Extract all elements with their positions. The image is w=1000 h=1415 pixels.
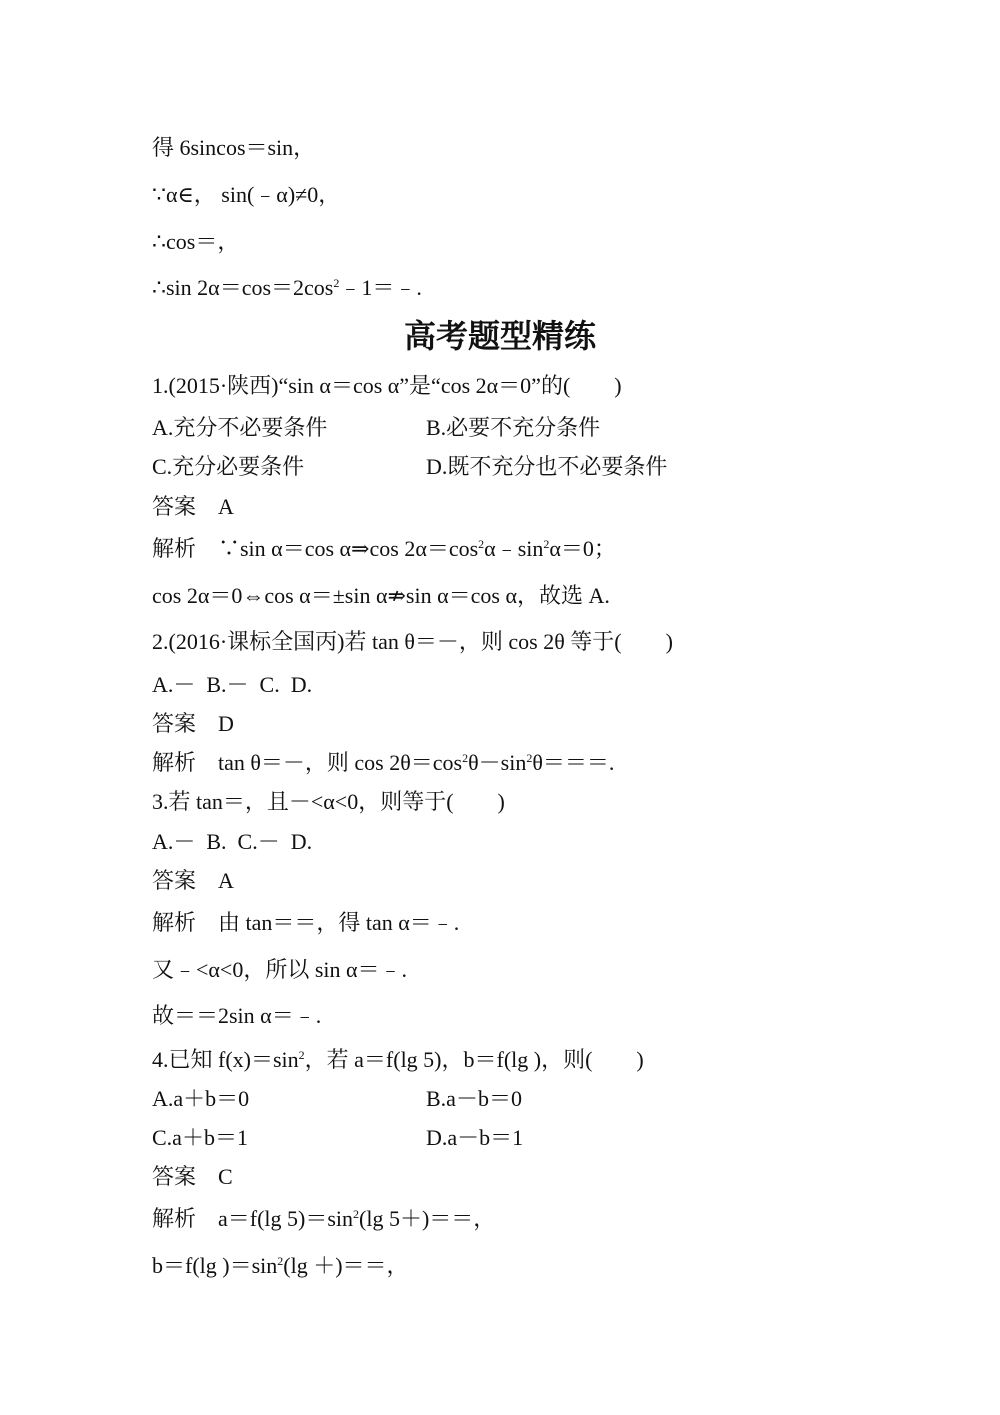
q2-stem: 2.(2016·课标全国丙)若 tan θ＝－，则 cos 2θ 等于( ) <box>152 629 673 654</box>
q4-stem-sup: 2 <box>298 1048 305 1062</box>
q4-option-b: B.a－b＝0 <box>426 1086 522 1111</box>
q1-analysis-sup2: 2 <box>543 537 550 551</box>
q2-answer: 答案 D <box>152 711 234 736</box>
q2-analysis-b: θ－sin <box>468 750 527 775</box>
q4-option-c: C.a＋b＝1 <box>152 1125 248 1150</box>
q4-stem <box>152 1046 644 1074</box>
q2-analysis-sup1: 2 <box>462 751 469 765</box>
intro-line-4-b: ﹣1＝﹣. <box>339 275 422 300</box>
intro-line-2: ∵α∈， sin(﹣α)≠0， <box>152 182 341 207</box>
q1-analysis-b: α﹣sin <box>484 536 544 561</box>
intro-line-4-sup: 2 <box>333 276 340 290</box>
intro-line-4-a: ∴sin 2α＝cos＝2cos <box>152 275 334 300</box>
q3-analysis-line-1: 解析 由 tan＝＝，得 tan α＝﹣. <box>152 910 460 935</box>
q4-analysis-1sup: 2 <box>353 1207 360 1221</box>
q4-stem-a: 4.已知 f(x)＝sin <box>152 1047 299 1072</box>
q4-stem-b: ，若 a＝f(lg 5)，b＝f(lg )，则( ) <box>304 1047 644 1072</box>
q1-analysis-sup1: 2 <box>478 537 485 551</box>
q1-analysis-line-2: cos 2α＝0⇔cos α＝±sin α⇏sin α＝cos α，故选 A. <box>152 583 610 608</box>
intro-line-1: 得 6sincos＝sin， <box>152 135 316 160</box>
q4-option-a: A.a＋b＝0 <box>152 1086 250 1111</box>
q2-analysis-a: 解析 tan θ＝－，则 cos 2θ＝cos <box>152 750 463 775</box>
q1-stem: 1.(2015·陕西)“sin α＝cos α”是“cos 2α＝0”的( ) <box>152 373 622 398</box>
q3-analysis-line-2: 又﹣<α<0，所以 sin α＝﹣. <box>152 957 408 982</box>
q4-answer: 答案 C <box>152 1164 233 1189</box>
q1-analysis-a: 解析 ∵sin α＝cos α⇒cos 2α＝cos <box>152 536 479 561</box>
q4-analysis-2b: (lg ＋)＝＝， <box>283 1253 409 1278</box>
q2-analysis-c: θ＝＝＝. <box>532 750 615 775</box>
q4-analysis-2a: b＝f(lg )＝sin <box>152 1253 278 1278</box>
q1-option-c: C.充分必要条件 <box>152 454 305 479</box>
q1-analysis-line-1 <box>152 535 616 563</box>
q4-analysis-line-2 <box>152 1252 409 1280</box>
q4-option-d: D.a－b＝1 <box>426 1125 524 1150</box>
q4-analysis-line-1 <box>152 1205 495 1233</box>
intro-line-4 <box>152 274 422 302</box>
q4-analysis-1a: 解析 a＝f(lg 5)＝sin <box>152 1206 354 1231</box>
q3-options: A.－ B. C.－ D. <box>152 829 313 854</box>
intro-line-3: ∴cos＝， <box>152 229 240 254</box>
q2-options: A.－ B.－ C. D. <box>152 672 313 697</box>
q2-analysis-sup2: 2 <box>526 751 533 765</box>
section-title: 高考题型精练 <box>403 317 596 355</box>
q3-stem: 3.若 tan＝，且－<α<0，则等于( ) <box>152 789 505 814</box>
q4-analysis-2sup: 2 <box>277 1254 284 1268</box>
q3-analysis-line-3: 故＝＝2sin α＝﹣. <box>152 1003 322 1028</box>
q1-option-b: B.必要不充分条件 <box>426 415 601 440</box>
q2-analysis <box>152 749 614 777</box>
q3-answer: 答案 A <box>152 868 234 893</box>
q1-option-a: A.充分不必要条件 <box>152 415 328 440</box>
q4-analysis-1b: (lg 5＋)＝＝， <box>359 1206 496 1231</box>
q1-analysis-c: α＝0； <box>549 536 616 561</box>
q1-option-d: D.既不充分也不必要条件 <box>426 454 668 479</box>
q1-answer: 答案 A <box>152 494 234 519</box>
